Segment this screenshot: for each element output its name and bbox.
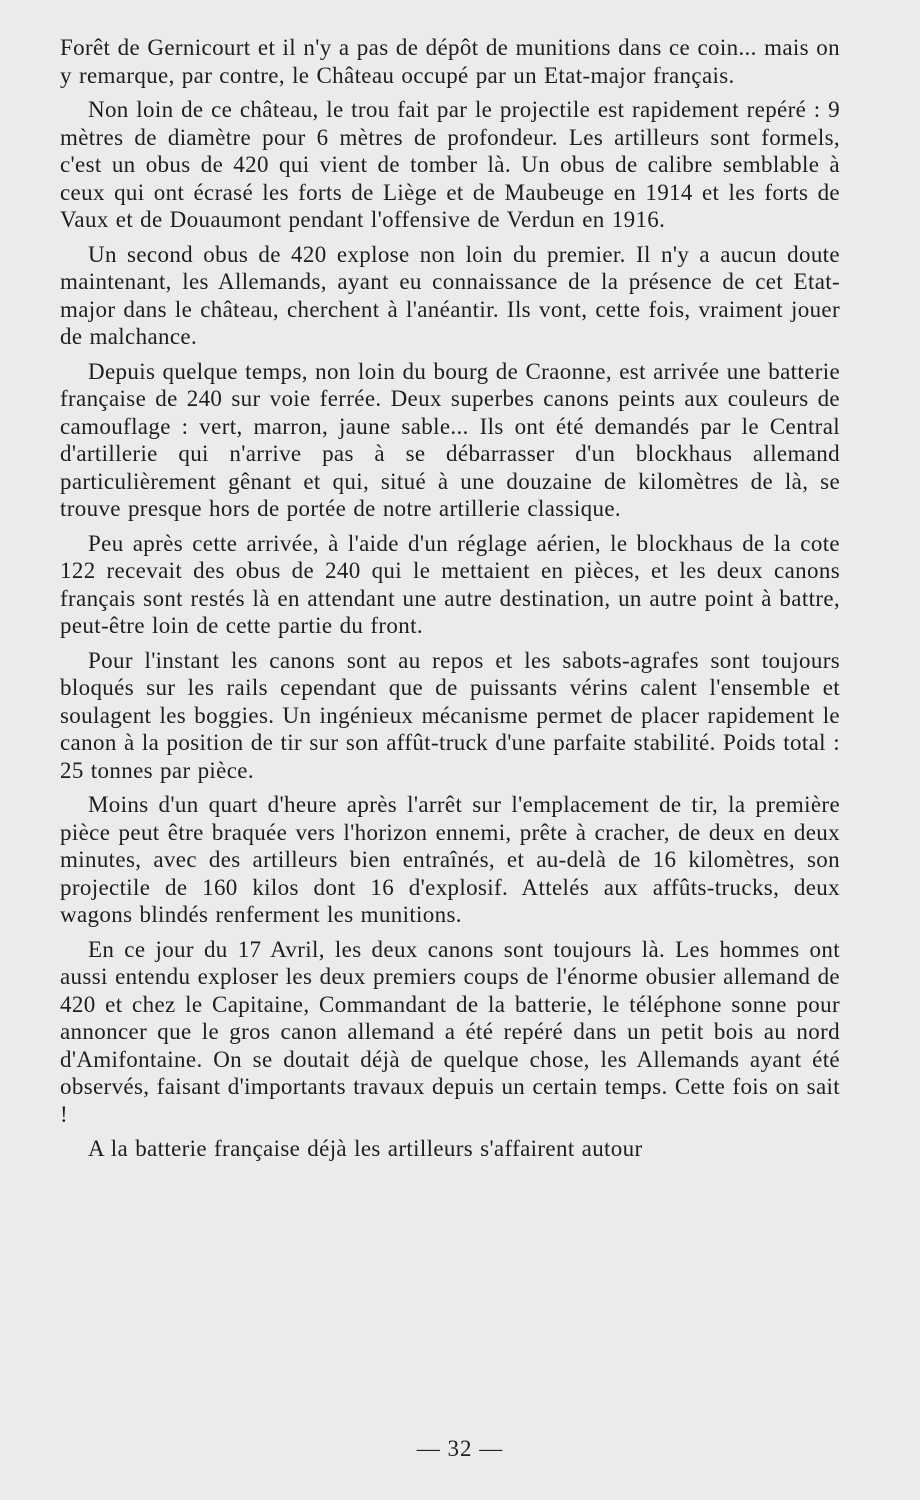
paragraph-1: Forêt de Gernicourt et il n'y a pas de dépôt de munitions dans ce coin... mais on y remarque, par contre, le Château occupé par un Etat-major français. <box>60 35 840 88</box>
paragraph-8: En ce jour du 17 Avril, les deux canons sont toujours là. Les hommes ont aussi entendu exploser les deux premiers coups de l'énorme obusier allemand de 420 et chez le Capitaine, Commandant de la batterie, le téléphone sonne pour annoncer que le gros canon allemand a été repéré dans un petit bois au nord d'Amifontaine. On se doutait déjà de quelque chose, les Allemands ayant été observés, faisant d'importants travaux depuis un certain temps. Cette fois on sait ! <box>60 936 840 1127</box>
paragraph-9: A la batterie française déjà les artilleurs s'affairent autour <box>88 1136 643 1161</box>
paragraph-5: Peu après cette arrivée, à l'aide d'un réglage aérien, le blockhaus de la cote 122 recevait des obus de 240 qui le mettaient en pièces, et les deux canons français sont restés là en attendant une autre destination, un autre point à battre, peut-être loin de cette partie du front. <box>60 530 840 638</box>
body-text <box>60 34 840 1170</box>
paragraph-7: Moins d'un quart d'heure après l'arrêt sur l'emplacement de tir, la première pièce peut être braquée vers l'horizon ennemi, prête à cracher, de deux en deux minutes, avec des artilleurs bien entraînés, et au-delà de 16 kilomètres, son projectile de 160 kilos dont 16 d'explosif. Attelés aux affûts-trucks, deux wagons blindés renferment les munitions. <box>60 792 840 927</box>
paragraph-2: Non loin de ce château, le trou fait par le projectile est rapidement repéré : 9 mètres de diamètre pour 6 mètres de profondeur. Les artilleurs sont formels, c'est un obus de 420 qui vient de tomber là. Un obus de calibre semblable à ceux qui ont écrasé les forts de Liège et de Maubeuge en 1914 et les forts de Vaux et de Douaumont pendant l'offensive de Verdun en 1916. <box>60 97 840 232</box>
paragraph-3: Un second obus de 420 explose non loin du premier. Il n'y a aucun doute maintenant, les Allemands, ayant eu connaissance de la présence de cet Etat-major dans le château, cherchent à l'anéantir. Ils vont, cette fois, vraiment jouer de malchance. <box>60 241 840 349</box>
paragraph-6: Pour l'instant les canons sont au repos et les sabots-agrafes sont toujours bloqués sur les rails cependant que de puissants vérins calent l'ensemble et soulagent les boggies. Un ingénieux mécanisme permet de placer rapidement le canon à la position de tir sur son affût-truck d'une parfaite stabilité. Poids total : 25 tonnes par pièce. <box>60 647 840 783</box>
page-number: — 32 — <box>416 1436 504 1461</box>
paragraph-4: Depuis quelque temps, non loin du bourg de Craonne, est arrivée une batterie française de 240 sur voie ferrée. Deux superbes canons peints aux couleurs de camouflage : vert, marron, jaune sable... Ils ont été demandés par le Central d'artillerie qui n'arrive pas à se débarrasser d'un blockhaus allemand particulièrement gênant et qui, situé à une douzaine de kilomètres de là, se trouve presque hors de portée de notre artillerie classique. <box>60 358 840 521</box>
